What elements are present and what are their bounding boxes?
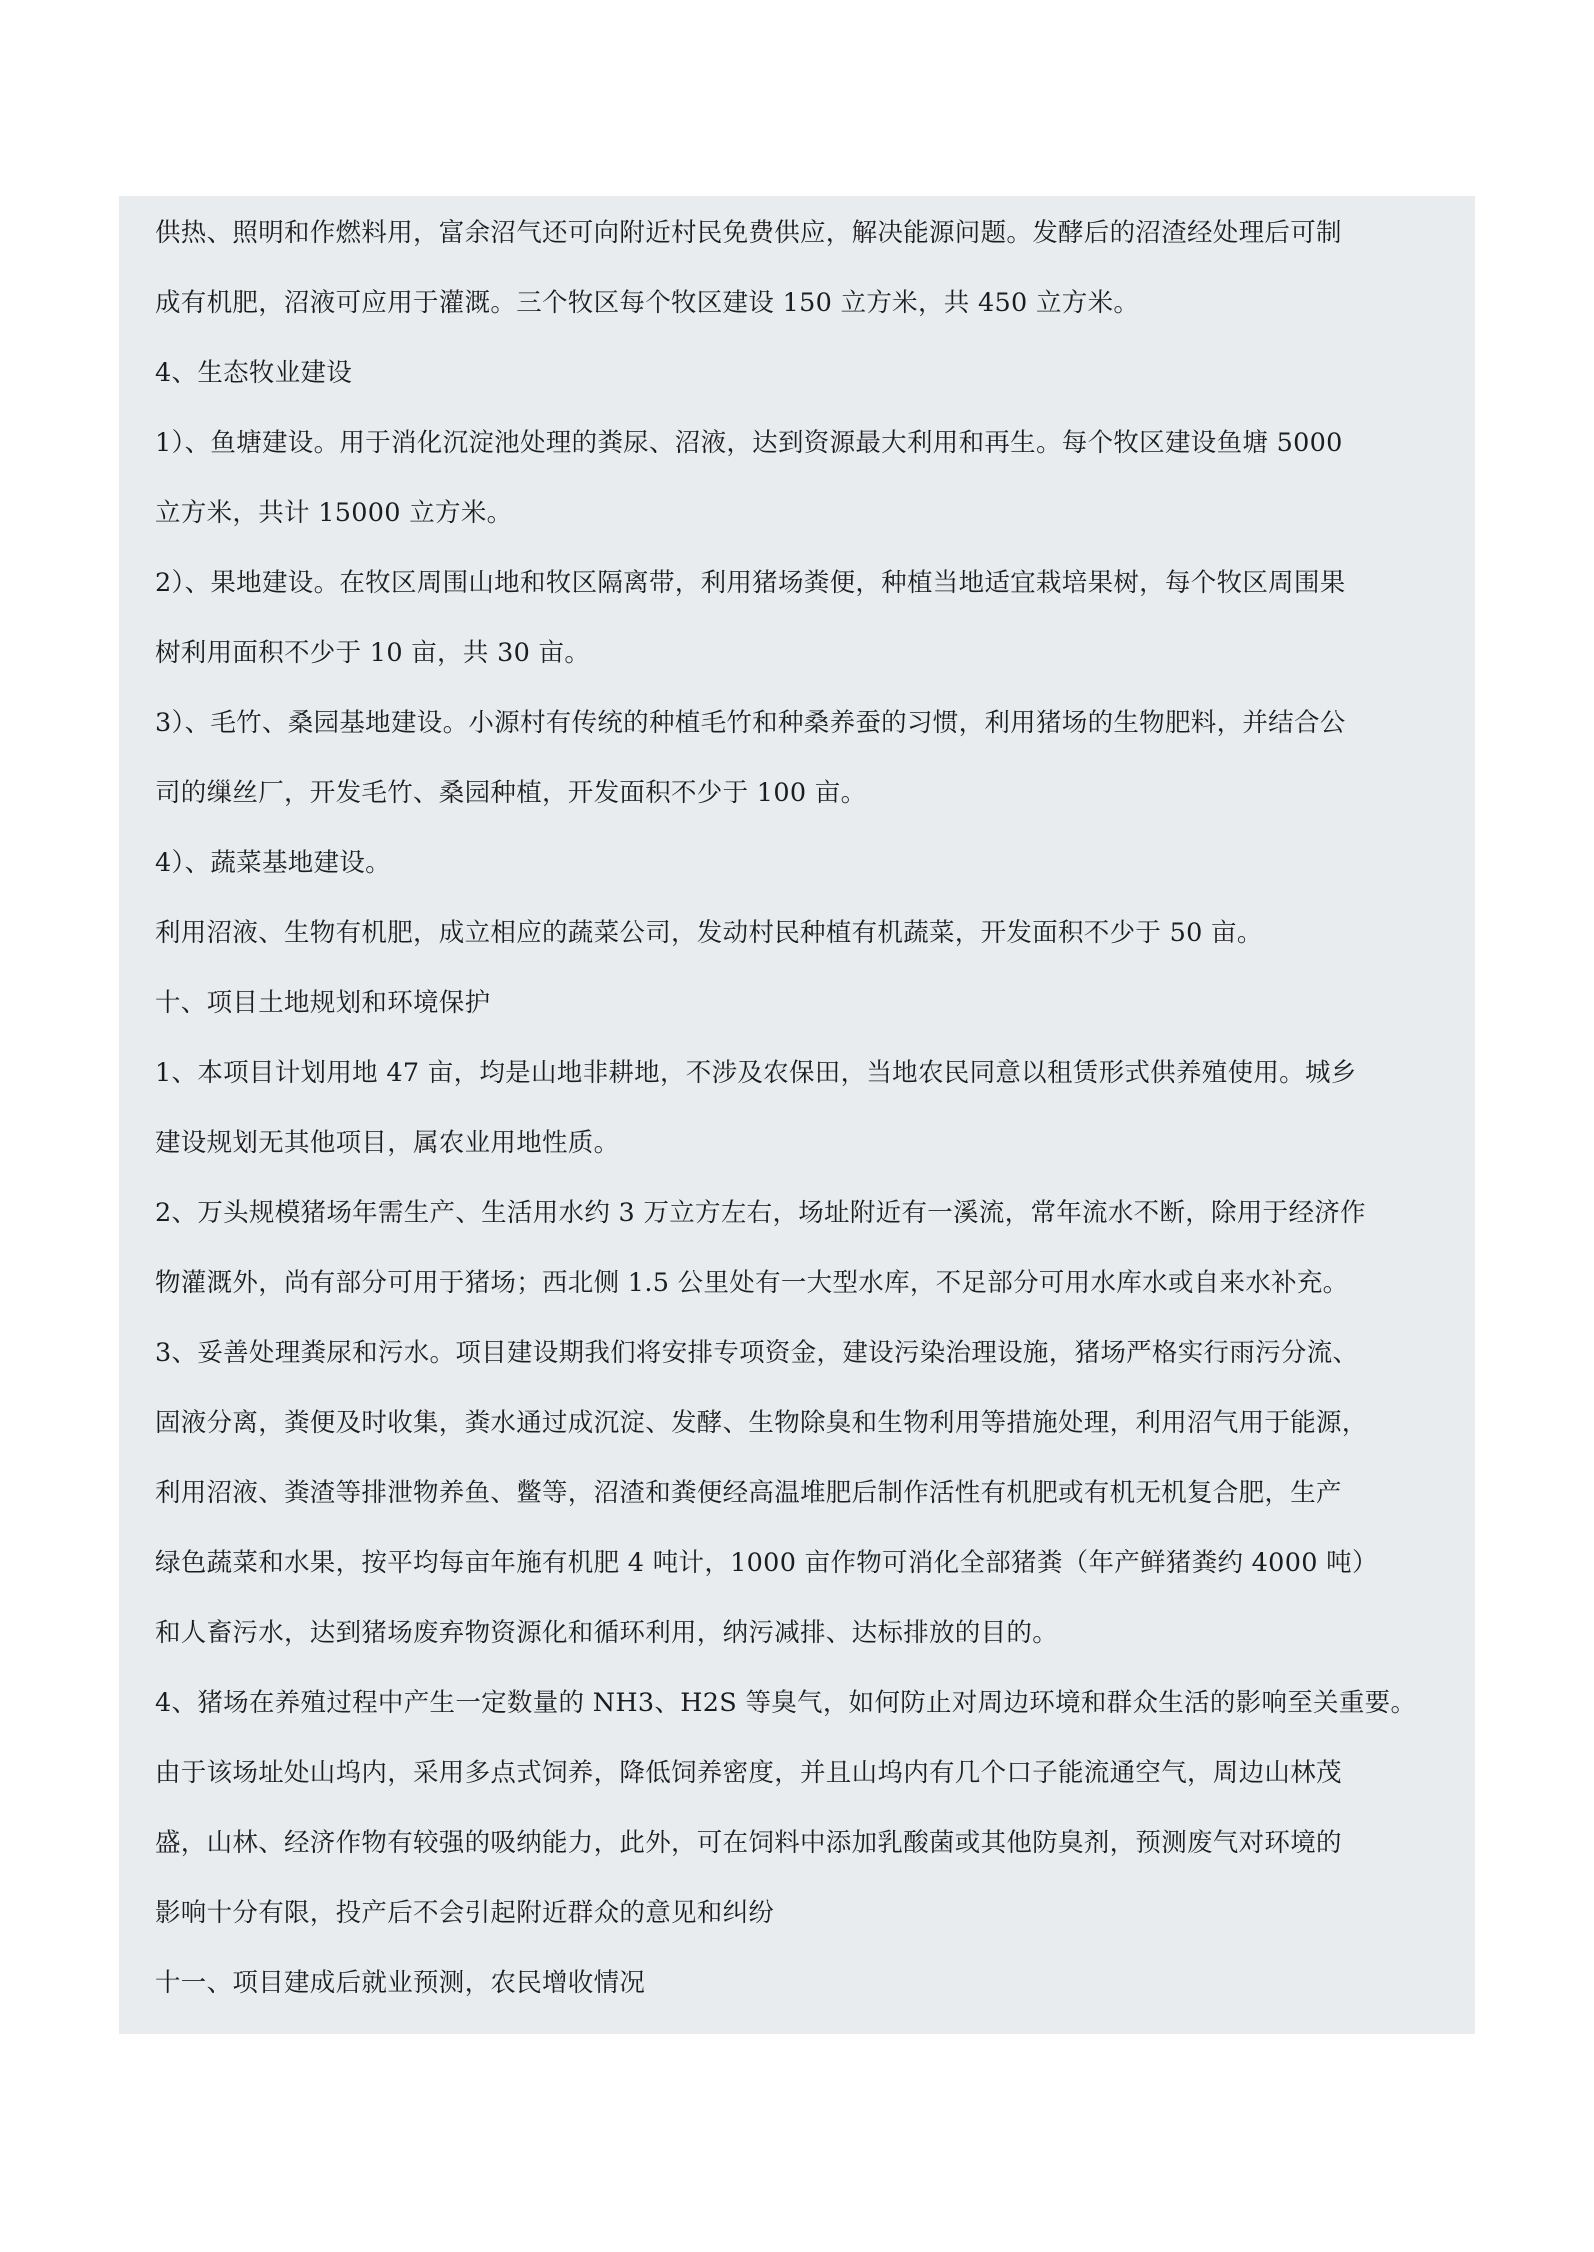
- paragraph-line: 1、本项目计划用地 47 亩，均是山地非耕地，不涉及农保田，当地农民同意以租赁形式供养殖使用。城乡: [155, 1058, 1357, 1088]
- paragraph-line: 3、妥善处理粪尿和污水。项目建设期我们将安排专项资金，建设污染治理设施，猪场严格实行雨污分流、: [155, 1338, 1359, 1368]
- document-text-block: [119, 196, 1475, 2034]
- paragraph-line: 4）、蔬菜基地建设。: [155, 848, 391, 878]
- paragraph-line: 立方米，共计 15000 立方米。: [155, 498, 513, 528]
- paragraph-line: 4、猪场在养殖过程中产生一定数量的 NH3、H2S 等臭气，如何防止对周边环境和群众生活的影响至关重要。: [155, 1688, 1417, 1718]
- paragraph-line: 树利用面积不少于 10 亩，共 30 亩。: [155, 638, 591, 668]
- paragraph-line: 和人畜污水，达到猪场废弃物资源化和循环利用，纳污减排、达标排放的目的。: [155, 1618, 1059, 1648]
- paragraph-line: 物灌溉外，尚有部分可用于猪场；西北侧 1.5 公里处有一大型水库，不足部分可用水库水或自来水补充。: [155, 1268, 1349, 1298]
- paragraph-line: 利用沼液、粪渣等排泄物养鱼、鳖等，沼渣和粪便经高温堆肥后制作活性有机肥或有机无机复合肥，生产: [155, 1478, 1342, 1508]
- section-heading: 十、项目土地规划和环境保护: [155, 988, 491, 1018]
- paragraph-line: 固液分离，粪便及时收集，粪水通过成沉淀、发酵、生物除臭和生物利用等措施处理，利用沼气用于能源，: [155, 1408, 1368, 1438]
- paragraph-line: 影响十分有限，投产后不会引起附近群众的意见和纠纷: [155, 1898, 775, 1928]
- paragraph-line: 建设规划无其他项目，属农业用地性质。: [155, 1128, 620, 1158]
- section-heading: 十一、项目建成后就业预测，农民增收情况: [155, 1968, 646, 1998]
- paragraph-line: 2、万头规模猪场年需生产、生活用水约 3 万立方左右，场址附近有一溪流，常年流水不断，除用于经济作: [155, 1198, 1366, 1228]
- paragraph-line: 成有机肥，沼液可应用于灌溉。三个牧区每个牧区建设 150 立方米，共 450 立方米。: [155, 288, 1140, 318]
- paragraph-line: 2）、果地建设。在牧区周围山地和牧区隔离带，利用猪场粪便，种植当地适宜栽培果树，每个牧区周围果: [155, 568, 1346, 598]
- section-heading: 4、生态牧业建设: [155, 358, 353, 388]
- paragraph-line: 利用沼液、生物有机肥，成立相应的蔬菜公司，发动村民种植有机蔬菜，开发面积不少于 50 亩。: [155, 918, 1263, 948]
- paragraph-line: 盛，山林、经济作物有较强的吸纳能力，此外，可在饲料中添加乳酸菌或其他防臭剂，预测废气对环境的: [155, 1828, 1342, 1858]
- paragraph-line: 供热、照明和作燃料用，富余沼气还可向附近村民免费供应，解决能源问题。发酵后的沼渣经处理后可制: [155, 218, 1342, 248]
- paragraph-line: 1）、鱼塘建设。用于消化沉淀池处理的粪尿、沼液，达到资源最大利用和再生。每个牧区建设鱼塘 5000: [155, 428, 1343, 458]
- paragraph-line: 3）、毛竹、桑园基地建设。小源村有传统的种植毛竹和种桑养蚕的习惯，利用猪场的生物肥料，并结合公: [155, 708, 1346, 738]
- paragraph-line: 司的缫丝厂，开发毛竹、桑园种植，开发面积不少于 100 亩。: [155, 778, 867, 808]
- paragraph-line: 由于该场址处山坞内，采用多点式饲养，降低饲养密度，并且山坞内有几个口子能流通空气，周边山林茂: [155, 1758, 1342, 1788]
- paragraph-line: 绿色蔬菜和水果，按平均每亩年施有机肥 4 吨计，1000 亩作物可消化全部猪粪（年产鲜猪粪约 4000 吨）: [155, 1548, 1378, 1578]
